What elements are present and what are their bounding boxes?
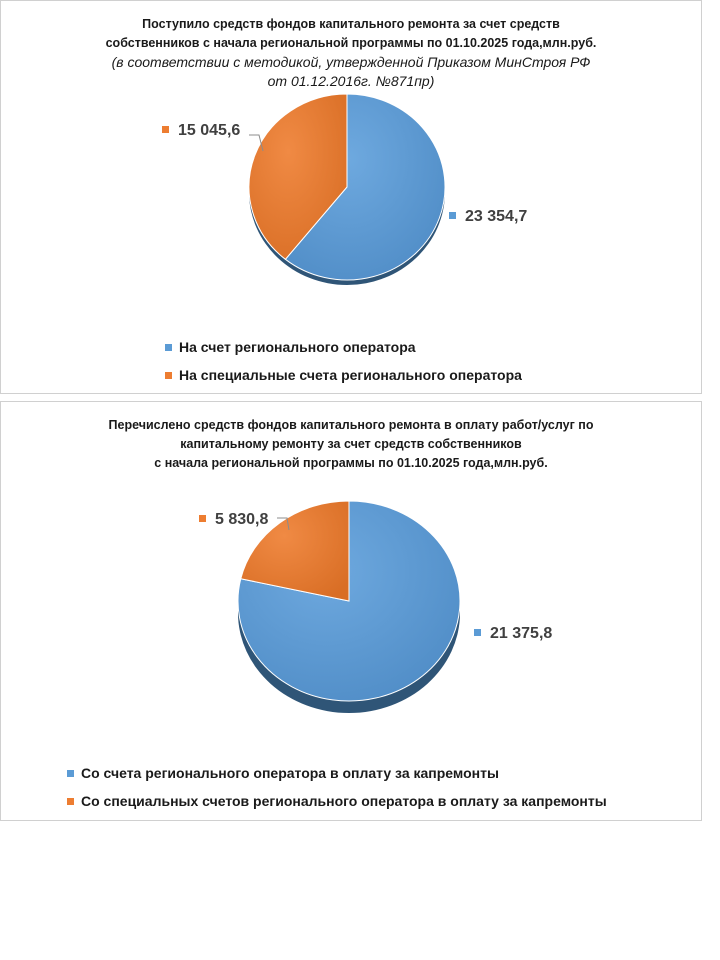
legend-label: Со счета регионального оператора в оплату за капремонты — [81, 765, 499, 781]
chart-1-legend — [165, 333, 522, 389]
data-label: 21 375,8 — [490, 625, 553, 642]
data-label: 23 354,7 — [465, 208, 528, 225]
legend-swatch-orange — [165, 372, 172, 379]
chart-panel-2 — [0, 401, 702, 821]
legend-swatch-blue — [67, 770, 74, 777]
data-label: 15 045,6 — [178, 122, 241, 139]
chart-2-title-line: с начала региональной программы по 01.10.2025 года,млн.руб. — [154, 456, 548, 470]
legend-swatch-orange — [67, 798, 74, 805]
legend-label: На счет регионального оператора — [179, 339, 416, 355]
legend-item — [67, 759, 607, 787]
chart-1-subtitle-line: от 01.12.2016г. №871пр) — [267, 73, 435, 89]
legend-swatch-blue — [165, 344, 172, 351]
data-label-marker — [474, 629, 481, 636]
chart-1-title-line: Поступило средств фондов капитального ремонта за счет средств — [142, 17, 560, 31]
data-label-marker — [199, 515, 206, 522]
chart-1-subtitle-line: (в соответствии с методикой, утвержденной Приказом МинСтроя РФ — [111, 54, 591, 70]
chart-2-title-line: Перечислено средств фондов капитального ремонта в оплату работ/услуг по — [108, 418, 594, 432]
data-label: 5 830,8 — [215, 511, 269, 528]
chart-2-legend — [67, 759, 607, 815]
chart-panel-1 — [0, 0, 702, 394]
legend-label: Со специальных счетов регионального оператора в оплату за капремонты — [81, 793, 607, 809]
chart-1-title-line: собственников с начала региональной программы по 01.10.2025 года,млн.руб. — [105, 36, 597, 50]
data-label-marker — [162, 126, 169, 133]
data-label-marker — [449, 212, 456, 219]
legend-item — [67, 787, 607, 815]
legend-label: На специальные счета регионального оператора — [179, 367, 522, 383]
legend-item — [165, 333, 522, 361]
legend-item — [165, 361, 522, 389]
chart-2-title-line: капитальному ремонту за счет средств собственников — [180, 437, 522, 451]
